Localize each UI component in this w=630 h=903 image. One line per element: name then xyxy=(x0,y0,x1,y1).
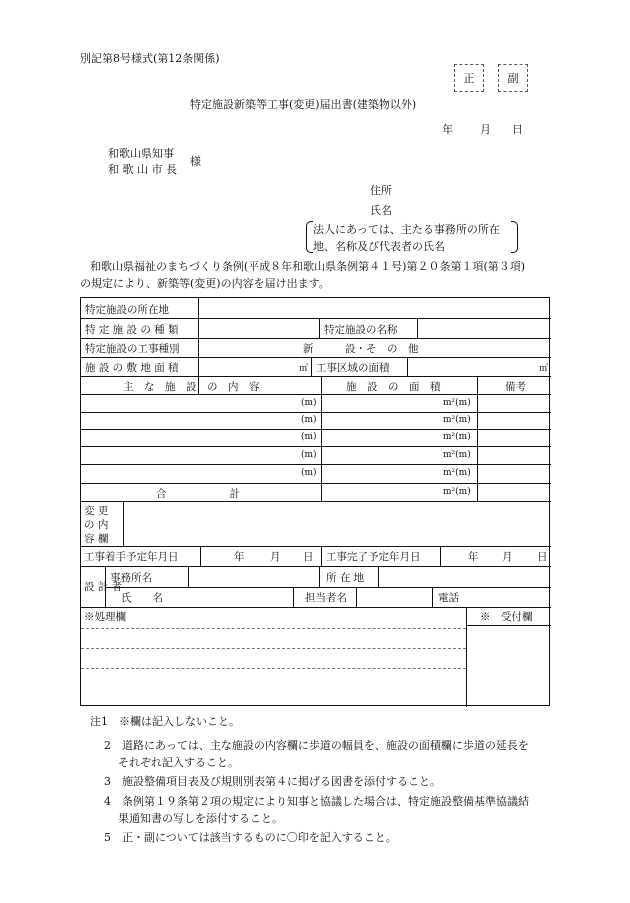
note-5: 5 正・副については該当するものに〇印を記入すること。 xyxy=(104,831,397,844)
form-title: 特定施設新築等工事(変更)届出書(建築物以外) xyxy=(190,98,417,111)
form-id: 別記第8号様式(第12条関係) xyxy=(80,52,220,65)
col-content: 主 な 施 設 の 内 容 xyxy=(123,381,260,393)
box-sei: 正 xyxy=(454,64,484,92)
addressee-mayor: 和 歌 山 市 長 xyxy=(108,163,177,176)
label-office-address: 所 在 地 xyxy=(326,572,365,584)
unit-m2m-4: m²(m) xyxy=(443,450,471,460)
address-label: 住所 xyxy=(370,184,392,197)
unit-m2m-2: m²(m) xyxy=(443,415,471,425)
label-person: 氏 名 xyxy=(121,592,163,604)
notification-table xyxy=(80,297,550,706)
label-designer: 設 計 者 xyxy=(84,581,123,593)
col-area: 施 設 の 面 積 xyxy=(346,381,441,393)
label-end-date: 工事完了予定年月日 xyxy=(326,551,421,563)
start-month: 月 xyxy=(270,551,281,563)
label-contact: 担当者名 xyxy=(305,592,347,604)
intro-line-1: 和歌山県福祉のまちづくり条例(平成８年和歌山県条例第４１号)第２０条第１項(第３項) xyxy=(90,260,526,273)
start-year: 年 xyxy=(234,551,245,563)
label-facility-name: 特定施設の名称 xyxy=(324,324,398,336)
label-phone: 電話 xyxy=(438,592,459,604)
unit-m-4: (m) xyxy=(301,450,317,460)
unit-m-3: (m) xyxy=(301,432,317,442)
end-year: 年 xyxy=(468,551,479,563)
addressee-governor: 和歌山県知事 xyxy=(108,147,174,160)
label-site-area: 施 設 の 敷 地 面 積 xyxy=(85,362,179,374)
end-day: 日 xyxy=(537,551,548,563)
date-day: 日 xyxy=(512,123,523,136)
note-1: 注1 ※欄は記入しないこと。 xyxy=(90,715,240,728)
label-processing: ※処理欄 xyxy=(84,611,126,623)
unit-m-5: (m) xyxy=(301,468,317,478)
label-start-date: 工事着手予定年月日 xyxy=(84,551,179,563)
label-total: 合 計 xyxy=(156,488,240,500)
label-change-1: 変 更 xyxy=(84,505,109,517)
label-work-type: 特定施設の工事種別 xyxy=(85,343,180,355)
bracket-right xyxy=(511,221,518,253)
unit-m-1: (m) xyxy=(301,398,317,408)
label-change-2: の 内 xyxy=(84,519,109,531)
date-month: 月 xyxy=(480,123,491,136)
honorific: 様 xyxy=(190,155,201,168)
bracket-left xyxy=(306,221,313,253)
col-remarks: 備考 xyxy=(505,381,526,393)
start-day: 日 xyxy=(303,551,314,563)
corp-note-2: 地、名称及び代表者の氏名 xyxy=(313,240,445,253)
corp-note-1: 法人にあっては、主たる事務所の所在 xyxy=(313,223,500,236)
unit-m2m-3: m²(m) xyxy=(443,432,471,442)
end-month: 月 xyxy=(502,551,513,563)
note-2: 2 道路にあっては、主な施設の内容欄に歩道の幅員を、施設の面積欄に歩道の延長を xyxy=(104,739,529,752)
note-3: 3 施設整備項目表及び規則別表第４に掲げる図書を添付すること。 xyxy=(104,775,441,788)
unit-m2m-1: m²(m) xyxy=(443,398,471,408)
unit-m2m-5: m²(m) xyxy=(443,468,471,478)
unit-m-2: (m) xyxy=(301,415,317,425)
label-facility-type: 特 定 施 設 の 種 類 xyxy=(85,324,179,336)
label-work-area: 工事区域の面積 xyxy=(316,362,390,374)
site-area-unit: ㎡ xyxy=(299,364,309,374)
box-fuku: 副 xyxy=(498,64,528,92)
label-reception: ※ 受付欄 xyxy=(480,611,533,623)
unit-m2m-total: m²(m) xyxy=(443,487,471,497)
note-4-cont: 果通知書の写しを添付すること。 xyxy=(118,812,283,825)
work-area-unit: ㎡ xyxy=(539,364,549,374)
label-office: 事務所名 xyxy=(110,572,152,584)
note-4: 4 条例第１９条第２項の規定により知事と協議した場合は、特定施設整備基準協議結 xyxy=(104,795,529,808)
label-change-3: 容 欄 xyxy=(84,533,109,545)
name-label: 氏名 xyxy=(370,204,392,217)
note-2-cont: それぞれ記入すること。 xyxy=(118,756,239,769)
date-year: 年 xyxy=(442,123,453,136)
label-location: 特定施設の所在地 xyxy=(85,304,169,316)
intro-line-2: の規定により、新築等(変更)の内容を届け出ます。 xyxy=(80,277,330,290)
work-type-value: 新 設・そ の 他 xyxy=(303,343,419,355)
